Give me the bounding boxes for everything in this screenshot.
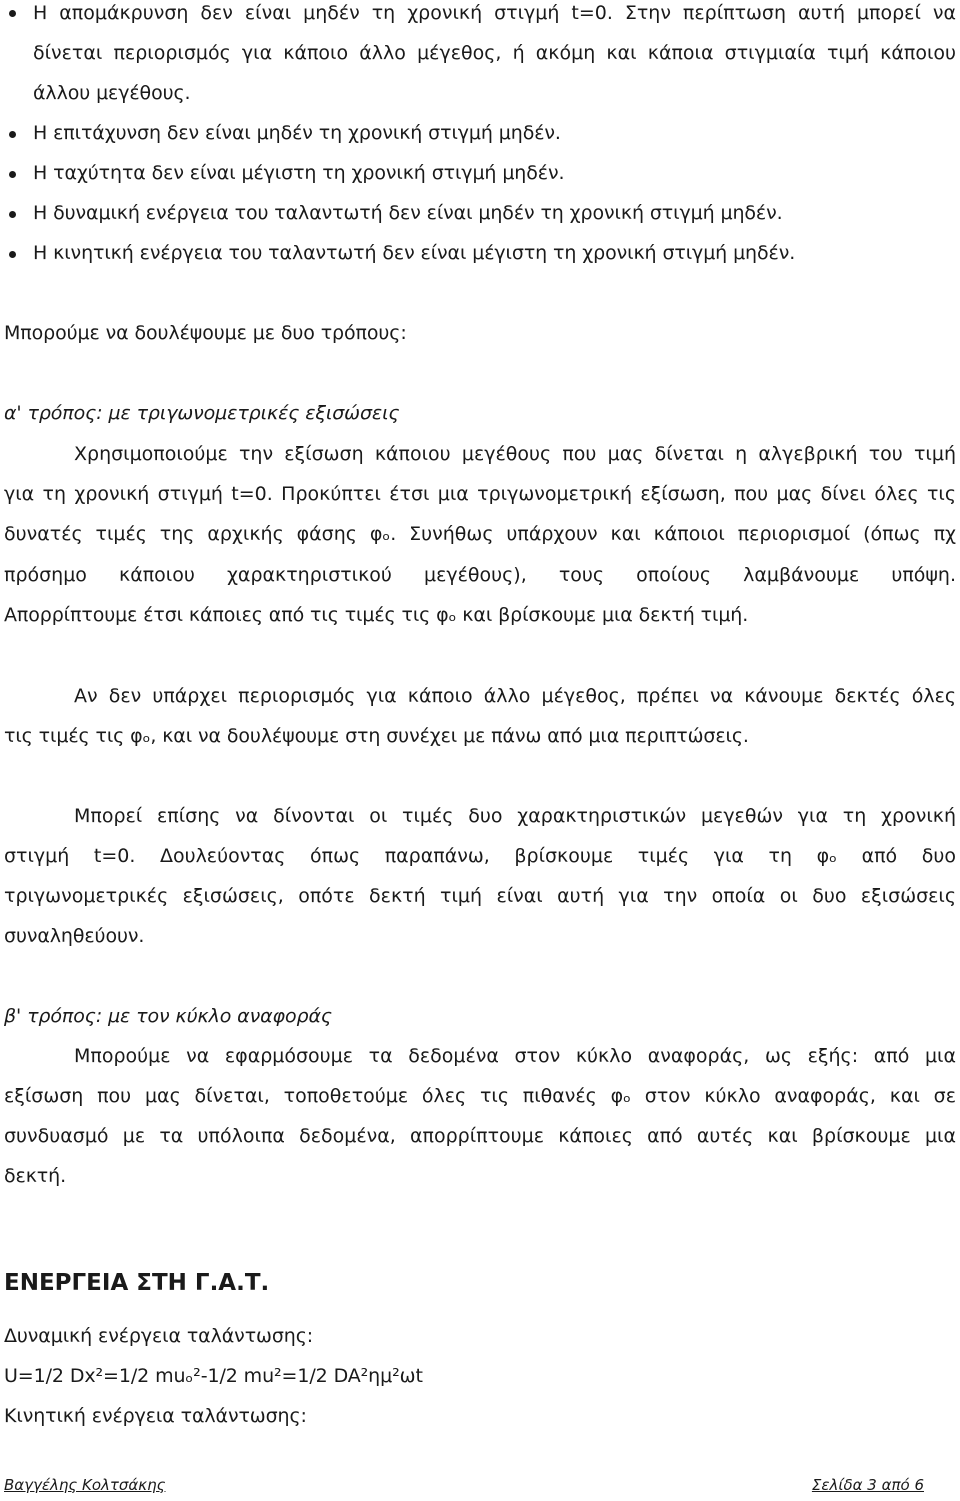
way-a-heading: α' τρόπος: με τριγωνομετρικές εξισώσεις — [4, 402, 400, 424]
paragraph-line: Μπορεί επίσης να δίνονται οι τιμές δυο χαρακτηριστικών μεγεθών για τη χρονική — [74, 805, 956, 827]
paragraph-line: Αν δεν υπάρχει περιορισμός για κάποιο άλλο μέγεθος, πρέπει να κάνουμε δεκτές όλες — [74, 685, 956, 707]
paragraph-line: τις τιμές τις φₒ, και να δουλέψουμε στη συνέχει με πάνω από μια περιπτώσεις. — [4, 725, 749, 747]
bullet-dot — [9, 131, 16, 138]
paragraph-line: τριγωνομετρικές εξισώσεις, οπότε δεκτή τιμή είναι αυτή για την οποία οι δυο εξισώσεις — [4, 885, 956, 907]
bullet-text: άλλου μεγέθους. — [33, 82, 191, 104]
paragraph-line: Απορρίπτουμε έτσι κάποιες από τις τιμές τις φₒ και βρίσκουμε μια δεκτή τιμή. — [4, 604, 749, 626]
paragraph-line: εξίσωση που μας δίνεται, τοποθετούμε όλες τις πιθανές φₒ στον κύκλο αναφοράς, και σε — [4, 1085, 956, 1107]
bullet-dot — [9, 10, 16, 17]
bullet-dot — [9, 251, 16, 258]
paragraph-line: στιγμή t=0. Δουλεύοντας όπως παραπάνω, βρίσκουμε τιμές για τη φₒ από δυο — [4, 845, 956, 867]
bullet-text: Η δυναμική ενέργεια του ταλαντωτή δεν είναι μηδέν τη χρονική στιγμή μηδέν. — [33, 202, 783, 224]
footer-author: Βαγγέλης Κολτσάκης — [4, 1476, 166, 1494]
paragraph-line: πρόσημο κάποιου χαρακτηριστικού μεγέθους), τους οποίους λαμβάνουμε υπόψη. — [4, 564, 956, 586]
way-b-heading: β' τρόπος: με τον κύκλο αναφοράς — [4, 1005, 332, 1027]
bullet-text: Η κινητική ενέργεια του ταλαντωτή δεν είναι μέγιστη τη χρονική στιγμή μηδέν. — [33, 242, 796, 264]
energy-formula: U=1/2 Dx²=1/2 muₒ²-1/2 mu²=1/2 DA²ημ²ωt — [4, 1365, 423, 1387]
bullet-text: Η απομάκρυνση δεν είναι μηδέν τη χρονική στιγμή t=0. Στην περίπτωση αυτή μπορεί να — [33, 2, 956, 24]
paragraph-line: δεκτή. — [4, 1165, 67, 1187]
potential-energy-label: Δυναμική ενέργεια ταλάντωσης: — [4, 1325, 314, 1347]
bullet-dot — [9, 211, 16, 218]
bullet-text: Η ταχύτητα δεν είναι μέγιστη τη χρονική στιγμή μηδέν. — [33, 162, 565, 184]
kinetic-energy-label: Κινητική ενέργεια ταλάντωσης: — [4, 1405, 307, 1427]
paragraph-line: συναληθεύουν. — [4, 925, 145, 947]
bullet-text: δίνεται περιορισμός για κάποιο άλλο μέγεθος, ή ακόμη και κάποια στιγμιαία τιμή κάποιου — [33, 42, 956, 64]
footer-page-number: Σελίδα 3 από 6 — [811, 1476, 924, 1494]
paragraph-line: για τη χρονική στιγμή t=0. Προκύπτει έτσι μια τριγωνομετρική εξίσωση, που μας δίνει όλες τις — [4, 483, 956, 505]
paragraph-line: Χρησιμοποιούμε την εξίσωση κάποιου μεγέθους που μας δίνεται η αλγεβρική του τιμή — [74, 443, 956, 465]
paragraph-line: δυνατές τιμές της αρχικής φάσης φₒ. Συνήθως υπάρχουν και κάποιοι περιορισμοί (όπως πχ — [4, 523, 956, 545]
bullet-dot — [9, 171, 16, 178]
energy-title: ΕΝΕΡΓΕΙΑ ΣΤΗ Γ.Α.Τ. — [4, 1270, 270, 1296]
paragraph-line: συνδυασμό με τα υπόλοιπα δεδομένα, απορρίπτουμε κάποιες από αυτές και βρίσκουμε μια — [4, 1125, 956, 1147]
bullet-text: Η επιτάχυνση δεν είναι μηδέν τη χρονική στιγμή μηδέν. — [33, 122, 561, 144]
paragraph-line: Μπορούμε να εφαρμόσουμε τα δεδομένα στον κύκλο αναφοράς, ως εξής: από μια — [74, 1045, 956, 1067]
intro-ways: Μπορούμε να δουλέψουμε με δυο τρόπους: — [4, 322, 407, 344]
